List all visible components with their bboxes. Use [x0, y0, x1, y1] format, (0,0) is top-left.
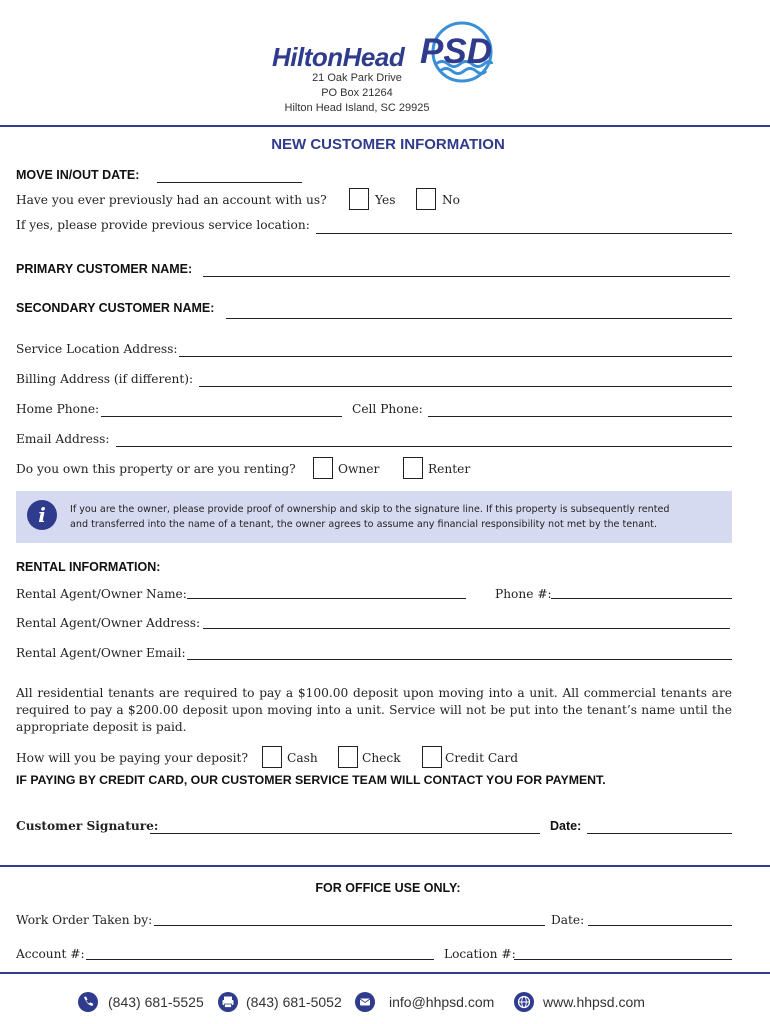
fax-icon	[218, 992, 238, 1012]
no-label: No	[442, 193, 461, 207]
footer-email[interactable]: info@hhpsd.com	[389, 994, 495, 1010]
cash-label: Cash	[287, 751, 318, 765]
work-order-field[interactable]	[154, 925, 545, 926]
owner-label: Owner	[338, 462, 380, 476]
service-address-label: Service Location Address:	[16, 342, 178, 356]
agent-address-label: Rental Agent/Owner Address:	[16, 616, 201, 630]
service-address-field[interactable]	[179, 356, 732, 357]
footer-divider	[0, 972, 770, 974]
office-divider	[0, 865, 770, 867]
office-heading: FOR OFFICE USE ONLY:	[315, 881, 461, 895]
agent-email-label: Rental Agent/Owner Email:	[16, 646, 186, 660]
cell-phone-field[interactable]	[428, 416, 732, 417]
deposit-paragraph: All residential tenants are required to pay a $100.00 deposit upon moving into a unit. All commercial tenants are required to pay a $200.00 deposit upon moving into a unit. Service will not be put into the tenant’s name until the appropriate deposit is paid.	[16, 686, 732, 734]
signature-date-label: Date:	[550, 819, 582, 833]
signature-field[interactable]	[150, 833, 540, 834]
address-line2: PO Box 21264	[321, 87, 393, 99]
renter-label: Renter	[428, 462, 471, 476]
home-phone-label: Home Phone:	[16, 402, 100, 416]
signature-date-field[interactable]	[587, 833, 732, 834]
office-date-field[interactable]	[588, 925, 732, 926]
phone-icon	[78, 992, 98, 1012]
pay-question: How will you be paying your deposit?	[16, 751, 248, 765]
logo-main-text: HiltonHead	[272, 42, 405, 72]
header-divider	[0, 125, 770, 127]
cell-phone-label: Cell Phone:	[352, 402, 423, 416]
office-date-label: Date:	[551, 913, 585, 927]
email-label: Email Address:	[16, 432, 110, 446]
account-label: Account #:	[16, 947, 85, 961]
prev-account-question: Have you ever previously had an account with us?	[16, 193, 327, 207]
renter-checkbox[interactable]	[403, 457, 423, 479]
yes-label: Yes	[375, 193, 396, 207]
rental-heading: RENTAL INFORMATION:	[16, 560, 161, 574]
agent-name-field[interactable]	[187, 598, 466, 599]
work-order-label: Work Order Taken by:	[16, 913, 153, 927]
email-field[interactable]	[116, 446, 732, 447]
agent-email-field[interactable]	[187, 659, 732, 660]
yes-checkbox[interactable]	[349, 188, 369, 210]
footer-fax: (843) 681-5052	[246, 994, 342, 1010]
primary-name-label: PRIMARY CUSTOMER NAME:	[16, 262, 193, 276]
cash-checkbox[interactable]	[262, 746, 282, 768]
notice-line2: and transferred into the name of a tenant, the owner agrees to assume any financial responsibility not met by the tenant.	[70, 519, 657, 530]
move-date-label: MOVE IN/OUT DATE:	[16, 168, 140, 182]
address-line3: Hilton Head Island, SC 29925	[284, 102, 430, 114]
credit-card-notice: IF PAYING BY CREDIT CARD, OUR CUSTOMER SERVICE TEAM WILL CONTACT YOU FOR PAYMENT.	[16, 773, 606, 787]
billing-address-label: Billing Address (if different):	[16, 372, 194, 386]
no-checkbox[interactable]	[416, 188, 436, 210]
prev-location-label: If yes, please provide previous service location:	[16, 218, 310, 232]
prev-location-field[interactable]	[316, 233, 732, 234]
own-rent-question: Do you own this property or are you renting?	[16, 462, 296, 476]
home-phone-field[interactable]	[101, 416, 342, 417]
location-field[interactable]	[514, 959, 732, 960]
agent-phone-label: Phone #:	[495, 587, 552, 601]
info-icon: i	[27, 500, 57, 530]
agent-phone-field[interactable]	[551, 598, 732, 599]
page-title: NEW CUSTOMER INFORMATION	[271, 136, 505, 153]
owner-checkbox[interactable]	[313, 457, 333, 479]
notice-line1: If you are the owner, please provide proof of ownership and skip to the signature line. If this property is subsequently rented	[70, 504, 670, 515]
logo-psd-text: PSD	[420, 32, 492, 71]
owner-notice	[16, 491, 732, 543]
signature-label: Customer Signature:	[16, 819, 159, 833]
location-label: Location #:	[444, 947, 516, 961]
check-label: Check	[362, 751, 401, 765]
agent-address-field[interactable]	[203, 628, 730, 629]
footer-web[interactable]: www.hhpsd.com	[543, 994, 645, 1010]
move-date-field[interactable]	[157, 182, 302, 183]
check-checkbox[interactable]	[338, 746, 358, 768]
credit-card-label: Credit Card	[445, 751, 519, 765]
address-line1: 21 Oak Park Drive	[312, 72, 402, 84]
footer-phone: (843) 681-5525	[108, 994, 204, 1010]
credit-card-checkbox[interactable]	[422, 746, 442, 768]
agent-name-label: Rental Agent/Owner Name:	[16, 587, 187, 601]
globe-icon	[514, 992, 534, 1012]
notice-text	[70, 502, 670, 532]
account-field[interactable]	[86, 959, 434, 960]
billing-address-field[interactable]	[199, 386, 732, 387]
primary-name-field[interactable]	[203, 276, 730, 277]
secondary-name-label: SECONDARY CUSTOMER NAME:	[16, 301, 215, 315]
email-icon	[355, 992, 375, 1012]
secondary-name-field[interactable]	[226, 318, 732, 319]
